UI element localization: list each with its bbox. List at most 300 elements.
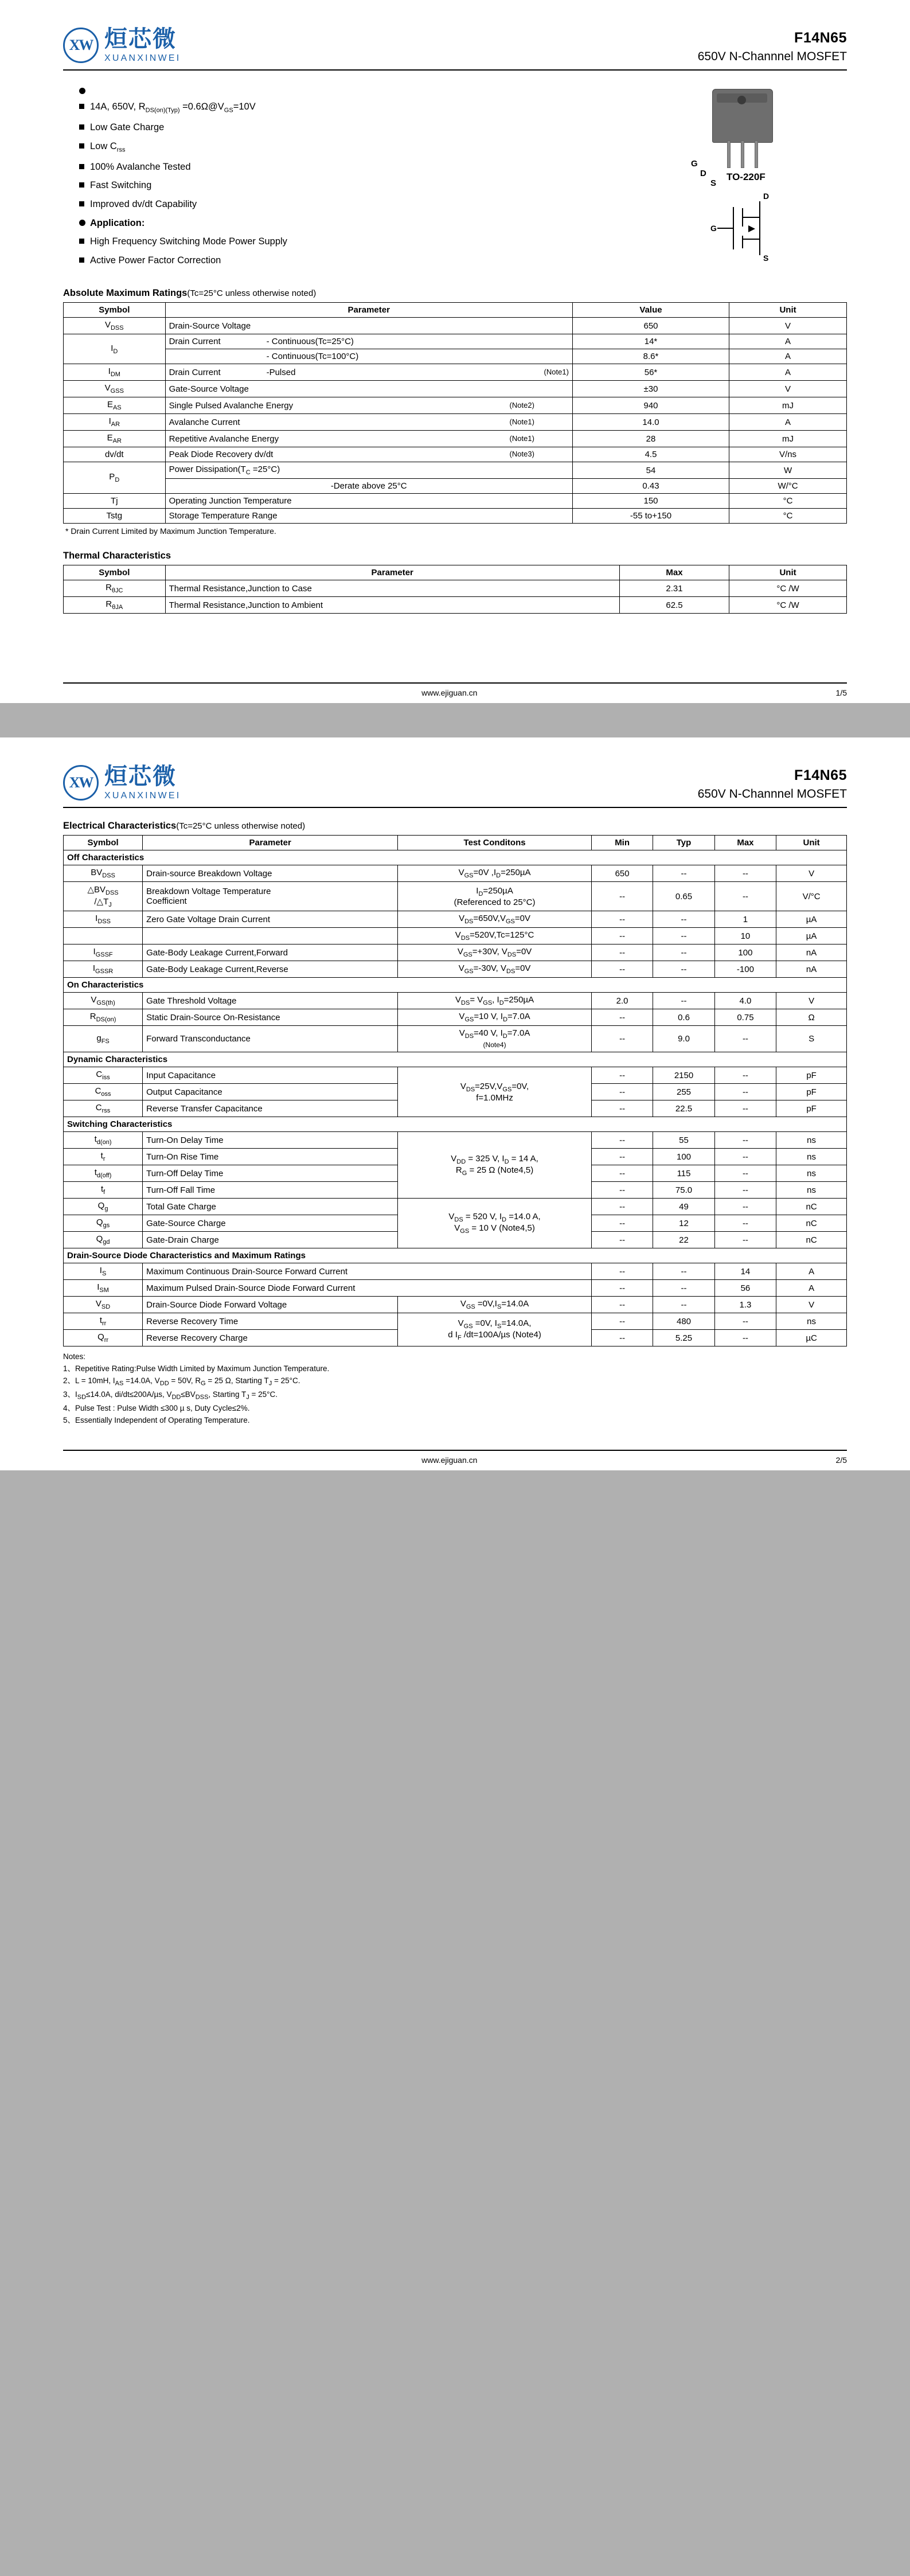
- feature-item: [79, 179, 658, 192]
- row-parameter: Avalanche Current (Note1): [165, 414, 572, 431]
- electrical-title-text: Electrical Characteristics: [63, 821, 177, 832]
- table-row: [64, 364, 847, 381]
- row-typ: 2150: [653, 1067, 714, 1084]
- thermal-title: Thermal Characteristics: [63, 551, 171, 561]
- bullet-square-icon: [79, 257, 84, 263]
- table-row: [64, 865, 847, 882]
- to220f-package-drawing: [712, 89, 772, 158]
- row-unit: A: [729, 349, 847, 364]
- row-unit: nC: [776, 1199, 847, 1215]
- abs-max-footnote: * Drain Current Limited by Maximum Junction Temperature.: [65, 526, 276, 536]
- brand-name-cn: 烜芯微: [104, 763, 177, 790]
- row-min: 650: [591, 865, 653, 882]
- row-symbol: $C_{iss}$: [64, 1067, 143, 1084]
- row-unit: mJ: [729, 397, 847, 414]
- row-parameter: Turn-On Delay Time: [143, 1132, 398, 1149]
- note-item: 4、Pulse Test : Pulse Width ≤300 µ s, Duty Cycle≤2%.: [63, 1403, 250, 1412]
- part-number: F14N65: [794, 767, 847, 784]
- feature-item: [79, 217, 658, 229]
- row-max: 4.0: [714, 993, 776, 1009]
- row-max: --: [714, 1067, 776, 1084]
- row-typ: --: [653, 928, 714, 944]
- brand-logo: [63, 28, 181, 63]
- table-row: [64, 928, 847, 944]
- row-symbol: $I_{DSS}$: [64, 911, 143, 928]
- row-unit: ns: [776, 1149, 847, 1165]
- row-condition: $V_{DS}=520V,Tc=125^\circ C$: [398, 928, 592, 944]
- row-unit: V/°C: [776, 882, 847, 911]
- row-parameter: Static Drain-Source On-Resistance: [143, 1009, 398, 1026]
- row-symbol: $V_{DSS}$: [64, 318, 166, 334]
- feature-text: Low Gate Charge: [90, 122, 165, 133]
- table-row: [64, 447, 847, 462]
- row-parameter: Drain Current -Pulsed (Note1): [165, 364, 572, 381]
- feature-text: Low $C_{rss}$: [90, 140, 126, 153]
- table-row: [64, 1132, 847, 1149]
- row-parameter: -Derate above 25°C: [165, 479, 572, 494]
- row-max: --: [714, 1149, 776, 1165]
- row-min: --: [591, 1132, 653, 1149]
- table-row: [64, 1313, 847, 1330]
- row-symbol: dv/dt: [64, 447, 166, 462]
- header-divider: [63, 69, 847, 71]
- thermal-characteristics-table: [63, 565, 847, 614]
- row-unit: A: [776, 1280, 847, 1297]
- row-condition: $V_{GS}=0V$ $,I_D=250\mu A$: [398, 865, 592, 882]
- row-min: --: [591, 911, 653, 928]
- row-unit: °C /W: [729, 597, 847, 614]
- footer-divider: [63, 682, 847, 684]
- row-parameter: Peak Diode Recovery dv/dt (Note3): [165, 447, 572, 462]
- feature-text: High Frequency Switching Mode Power Supply: [90, 236, 287, 247]
- row-condition: $V_{DS}= V_{GS}$, $I_D=250\mu A$: [398, 993, 592, 1009]
- row-unit: V: [729, 318, 847, 334]
- row-value: 4.5: [572, 447, 729, 462]
- package-illustration: [658, 85, 847, 273]
- row-unit: W/°C: [729, 479, 847, 494]
- brand-name-en: XUANXINWEI: [104, 53, 181, 63]
- table-row: [64, 911, 847, 928]
- row-typ: --: [653, 993, 714, 1009]
- row-unit: S: [776, 1026, 847, 1052]
- row-typ: 255: [653, 1084, 714, 1100]
- feature-item: [79, 85, 658, 94]
- row-symbol: $V_{GS(th)}$: [64, 993, 143, 1009]
- row-symbol: $t_{d(on)}$: [64, 1132, 143, 1149]
- row-max: --: [714, 1132, 776, 1149]
- table-row: [64, 462, 847, 479]
- row-symbol: $g_{FS}$: [64, 1026, 143, 1052]
- row-unit: A: [776, 1263, 847, 1280]
- row-min: --: [591, 1263, 653, 1280]
- row-unit: ns: [776, 1182, 847, 1199]
- note-item: 5、Essentially Independent of Operating Temperature.: [63, 1415, 250, 1424]
- feature-item: [79, 122, 658, 134]
- row-max: --: [714, 1100, 776, 1117]
- row-parameter: Output Capacitance: [143, 1084, 398, 1100]
- row-typ: 12: [653, 1215, 714, 1232]
- row-symbol: $I_D$: [64, 334, 166, 364]
- electrical-title-note: (Tc=25°C unless otherwise noted): [176, 821, 306, 832]
- feature-item: [79, 236, 658, 248]
- row-max: 0.75: [714, 1009, 776, 1026]
- row-max: --: [714, 1313, 776, 1330]
- row-parameter: Gate-Body Leakage Current,Reverse: [143, 961, 398, 978]
- row-value: 650: [572, 318, 729, 334]
- footer-page-number: 1/5: [835, 688, 847, 698]
- row-value: -55 to+150: [572, 509, 729, 524]
- row-symbol: $t_r$: [64, 1149, 143, 1165]
- row-typ: 9.0: [653, 1026, 714, 1052]
- feature-text: Improved dv/dt Capability: [90, 198, 197, 209]
- row-typ: --: [653, 1280, 714, 1297]
- row-condition: $V_{DS}=650V,V_{GS}=0V$: [398, 911, 592, 928]
- row-parameter: Turn-On Rise Time: [143, 1149, 398, 1165]
- feature-item: [79, 161, 658, 173]
- row-symbol: $P_D$: [64, 462, 166, 494]
- section-header-row: [64, 1117, 847, 1132]
- row-symbol: $t_f$: [64, 1182, 143, 1199]
- row-symbol: $V_{GSS}$: [64, 381, 166, 397]
- row-condition: $V_{DS}=40$ V, $I_D=7.0A$ (Note4): [398, 1026, 592, 1052]
- row-unit: °C: [729, 509, 847, 524]
- page-header: [63, 28, 847, 67]
- bullet-square-icon: [79, 164, 84, 169]
- table-row: [64, 1199, 847, 1215]
- logo-mark-text: XW: [69, 37, 93, 53]
- page-header-2: [63, 765, 847, 805]
- table-row: [64, 580, 847, 597]
- column-header: Typ: [653, 836, 714, 850]
- row-symbol: $I_{DM}$: [64, 364, 166, 381]
- section-title: Dynamic Characteristics: [64, 1052, 847, 1067]
- feature-item: [79, 198, 658, 210]
- feature-item: [79, 101, 658, 115]
- row-symbol: Tj: [64, 494, 166, 509]
- column-header: Max: [714, 836, 776, 850]
- table-header-row: [64, 303, 847, 318]
- row-typ: --: [653, 1297, 714, 1313]
- bullet-circle-icon: [79, 88, 85, 94]
- row-unit: °C /W: [729, 580, 847, 597]
- row-min: --: [591, 1232, 653, 1248]
- column-header: Symbol: [64, 836, 143, 850]
- row-value: 54: [572, 462, 729, 479]
- row-max: 1.3: [714, 1297, 776, 1313]
- abs-max-title-note: (Tc=25°C unless otherwise noted): [187, 288, 317, 299]
- note-item: 2、L = 10mH, $I_{AS} =14.0A$, $V_{DD} = 50V$, $R_G = 25$ Ω, Starting $T_J = 25^\circ C$.: [63, 1376, 300, 1387]
- notes-title: Notes:: [63, 1352, 86, 1361]
- row-typ: 0.6: [653, 1009, 714, 1026]
- row-typ: --: [653, 1263, 714, 1280]
- row-max: 100: [714, 944, 776, 961]
- row-parameter: [143, 928, 398, 944]
- bullet-square-icon: [79, 124, 84, 130]
- page-2: [0, 737, 910, 1470]
- section-title: On Characteristics: [64, 978, 847, 993]
- row-unit: V: [776, 993, 847, 1009]
- feature-text: 14A, 650V, $R_{DS(on)(Typ)}$ $=0.6\Omega@V_{GS}=10V$: [90, 102, 256, 114]
- row-min: --: [591, 961, 653, 978]
- column-header: Parameter: [165, 303, 572, 318]
- row-parameter: Gate-Body Leakage Current,Forward: [143, 944, 398, 961]
- row-max: 2.31: [619, 580, 729, 597]
- part-subtitle: 650V N-Channnel MOSFET: [697, 50, 847, 63]
- column-header: Max: [619, 565, 729, 580]
- row-symbol: $t_{rr}$: [64, 1313, 143, 1330]
- row-max: 10: [714, 928, 776, 944]
- notes-block: [63, 1351, 847, 1426]
- row-typ: 100: [653, 1149, 714, 1165]
- row-min: --: [591, 1100, 653, 1117]
- table-row: [64, 1297, 847, 1313]
- row-unit: ns: [776, 1313, 847, 1330]
- footer-divider: [63, 1450, 847, 1451]
- row-unit: V: [776, 1297, 847, 1313]
- row-unit: nA: [776, 961, 847, 978]
- column-header: Parameter: [165, 565, 619, 580]
- row-parameter: Drain-Source Voltage: [165, 318, 572, 334]
- row-symbol: $R_{DS(on)}$: [64, 1009, 143, 1026]
- row-symbol: $E_{AS}$: [64, 397, 166, 414]
- brand-logo: [63, 765, 181, 801]
- feature-item: [79, 140, 658, 154]
- row-min: 2.0: [591, 993, 653, 1009]
- row-min: --: [591, 1084, 653, 1100]
- table-row: [64, 494, 847, 509]
- logo-mark-text: XW: [69, 774, 93, 791]
- bullet-square-icon: [79, 104, 84, 109]
- note-item: 3、$I_{SD}\le 14.0A$, di/dt≤200A/µs, $V_{DD}\le BV_{DSS}$, Starting $T_J = 25^\circ C$.: [63, 1390, 278, 1401]
- row-unit: nA: [776, 944, 847, 961]
- row-typ: 22.5: [653, 1100, 714, 1117]
- row-max: 1: [714, 911, 776, 928]
- row-max: --: [714, 1026, 776, 1052]
- row-parameter: Forward Transconductance: [143, 1026, 398, 1052]
- table-row: [64, 1026, 847, 1052]
- column-header: Unit: [729, 303, 847, 318]
- row-condition: $V_{GS} =0V,I_S=14.0A$: [398, 1297, 592, 1313]
- row-value: 14*: [572, 334, 729, 349]
- section-header-row: [64, 1248, 847, 1263]
- row-parameter: Drain Current - Continuous(Tc=25°C): [165, 334, 572, 349]
- logo-icon: [63, 28, 99, 63]
- row-value: 28: [572, 431, 729, 447]
- row-max: 14: [714, 1263, 776, 1280]
- row-symbol: $C_{rss}$: [64, 1100, 143, 1117]
- bullet-square-icon: [79, 182, 84, 188]
- row-symbol: $Q_g$: [64, 1199, 143, 1215]
- feature-text: 100% Avalanche Tested: [90, 161, 191, 172]
- table-row: [64, 993, 847, 1009]
- row-max: --: [714, 1215, 776, 1232]
- row-unit: °C: [729, 494, 847, 509]
- row-typ: --: [653, 961, 714, 978]
- row-parameter: Turn-Off Fall Time: [143, 1182, 398, 1199]
- row-min: --: [591, 1026, 653, 1052]
- table-row: [64, 397, 847, 414]
- row-parameter: Turn-Off Delay Time: [143, 1165, 398, 1182]
- row-condition: $V_{GS} =0V$, $I_S=14.0A$, d $I_F$ /dt=100A/µs (Note4): [398, 1313, 592, 1346]
- row-parameter: Total Gate Charge: [143, 1199, 398, 1215]
- row-condition: $V_{DS}=25V,V_{GS}=0V$, f=1.0MHz: [398, 1067, 592, 1117]
- row-value: 8.6*: [572, 349, 729, 364]
- row-parameter: Power $Dissipation(T_C =25^\circ C)$: [165, 462, 572, 479]
- row-unit: Ω: [776, 1009, 847, 1026]
- electrical-title: [63, 821, 847, 832]
- logo-icon: [63, 765, 99, 801]
- row-parameter: Drain-source Breakdown Voltage: [143, 865, 398, 882]
- row-typ: 480: [653, 1313, 714, 1330]
- row-typ: 5.25: [653, 1330, 714, 1346]
- row-parameter: Reverse Recovery Charge: [143, 1330, 398, 1346]
- table-row: [64, 318, 847, 334]
- package-name: TO-220F: [727, 171, 766, 182]
- row-parameter: Zero Gate Voltage Drain Current: [143, 911, 398, 928]
- row-unit: A: [729, 334, 847, 349]
- table-row: [64, 431, 847, 447]
- table-row: [64, 414, 847, 431]
- row-symbol: $I_{AR}$: [64, 414, 166, 431]
- table-row: [64, 1009, 847, 1026]
- section-header-row: [64, 850, 847, 865]
- footer-page-number: 2/5: [835, 1455, 847, 1465]
- row-max: --: [714, 882, 776, 911]
- features-section: [63, 85, 847, 273]
- row-min: --: [591, 928, 653, 944]
- row-min: --: [591, 1199, 653, 1215]
- row-parameter: - Continuous(Tc=100°C): [165, 349, 572, 364]
- row-parameter: Maximum Continuous Drain-Source Forward Current: [143, 1263, 592, 1280]
- row-unit: W: [729, 462, 847, 479]
- row-min: --: [591, 944, 653, 961]
- table-row: [64, 1067, 847, 1084]
- svg-text:S: S: [763, 253, 769, 263]
- row-parameter: Reverse Recovery Time: [143, 1313, 398, 1330]
- section-title: Switching Characteristics: [64, 1117, 847, 1132]
- row-parameter: Breakdown Voltage Temperature Coefficient: [143, 882, 398, 911]
- row-max: -100: [714, 961, 776, 978]
- part-number: F14N65: [794, 30, 847, 46]
- page-1: [0, 0, 910, 703]
- row-symbol: $V_{SD}$: [64, 1297, 143, 1313]
- bullet-square-icon: [79, 143, 84, 149]
- row-min: --: [591, 1313, 653, 1330]
- row-min: --: [591, 1297, 653, 1313]
- feature-text: Active Power Factor Correction: [90, 255, 221, 266]
- column-header: Symbol: [64, 303, 166, 318]
- row-typ: 115: [653, 1165, 714, 1182]
- row-typ: 49: [653, 1199, 714, 1215]
- row-unit: pF: [776, 1067, 847, 1084]
- row-unit: µA: [776, 928, 847, 944]
- row-symbol: $Q_{gd}$: [64, 1232, 143, 1248]
- row-parameter: Input Capacitance: [143, 1067, 398, 1084]
- row-parameter: Operating Junction Temperature: [165, 494, 572, 509]
- row-value: 940: [572, 397, 729, 414]
- row-unit: nC: [776, 1232, 847, 1248]
- row-symbol: Tstg: [64, 509, 166, 524]
- row-symbol: $I_{GSSR}$: [64, 961, 143, 978]
- row-unit: µA: [776, 911, 847, 928]
- footer-url: www.ejiguan.cn: [421, 1455, 478, 1465]
- row-symbol: $I_{SM}$: [64, 1280, 143, 1297]
- row-typ: 55: [653, 1132, 714, 1149]
- row-parameter: Reverse Transfer Capacitance: [143, 1100, 398, 1117]
- row-unit: V/ns: [729, 447, 847, 462]
- row-unit: A: [729, 364, 847, 381]
- row-min: --: [591, 1149, 653, 1165]
- row-min: --: [591, 1330, 653, 1346]
- table-row: [64, 1280, 847, 1297]
- row-max: --: [714, 1232, 776, 1248]
- row-parameter: Thermal Resistance,Junction to Ambient: [165, 597, 619, 614]
- row-unit: pF: [776, 1084, 847, 1100]
- row-unit: pF: [776, 1100, 847, 1117]
- row-max: --: [714, 1084, 776, 1100]
- row-min: --: [591, 1280, 653, 1297]
- feature-text: Application:: [90, 217, 145, 228]
- row-condition: $I_D=250\mu A$ (Referenced to 25°C): [398, 882, 592, 911]
- pin-label-s: S: [710, 178, 717, 188]
- table-row: [64, 381, 847, 397]
- row-max: --: [714, 865, 776, 882]
- row-parameter: Gate-Drain Charge: [143, 1232, 398, 1248]
- row-max: 62.5: [619, 597, 729, 614]
- bullet-circle-icon: [79, 220, 85, 226]
- row-max: --: [714, 1182, 776, 1199]
- row-max: --: [714, 1330, 776, 1346]
- section-header-row: [64, 978, 847, 993]
- svg-text:D: D: [763, 192, 770, 201]
- row-value: 14.0: [572, 414, 729, 431]
- row-condition: $V_{DS} = 520$ V, $I_D =14.0$ A, $V_{GS} = 10$ V (Note4,5): [398, 1199, 592, 1248]
- table-row: [64, 882, 847, 911]
- brand-name-en: XUANXINWEI: [104, 791, 181, 801]
- column-header: Symbol: [64, 565, 166, 580]
- row-min: --: [591, 1182, 653, 1199]
- table-row: [64, 944, 847, 961]
- bullet-square-icon: [79, 239, 84, 244]
- row-symbol: [64, 928, 143, 944]
- row-max: --: [714, 1199, 776, 1215]
- row-min: --: [591, 1009, 653, 1026]
- header-divider: [63, 807, 847, 808]
- row-min: --: [591, 1165, 653, 1182]
- row-symbol: $E_{AR}$: [64, 431, 166, 447]
- row-symbol: $I_S$: [64, 1263, 143, 1280]
- row-unit: nC: [776, 1215, 847, 1232]
- row-symbol: $Q_{gs}$: [64, 1215, 143, 1232]
- row-symbol: $Q_{rr}$: [64, 1330, 143, 1346]
- footer-url: www.ejiguan.cn: [421, 688, 478, 698]
- row-parameter: Gate-Source Charge: [143, 1215, 398, 1232]
- row-parameter: Thermal Resistance,Junction to Case: [165, 580, 619, 597]
- row-value: 150: [572, 494, 729, 509]
- page-separator: [0, 703, 910, 737]
- row-value: 56*: [572, 364, 729, 381]
- pin-label-g: G: [691, 159, 698, 169]
- row-symbol: $BV_{DSS}$: [64, 865, 143, 882]
- mosfet-symbol: [710, 191, 796, 266]
- row-symbol: $t_{d(off)}$: [64, 1165, 143, 1182]
- section-title: Drain-Source Diode Characteristics and Maximum Ratings: [64, 1248, 847, 1263]
- column-header: Parameter: [143, 836, 398, 850]
- row-symbol: $R_{\theta JA}$: [64, 597, 166, 614]
- row-unit: A: [729, 414, 847, 431]
- row-parameter: Drain-Source Diode Forward Voltage: [143, 1297, 398, 1313]
- row-min: --: [591, 1067, 653, 1084]
